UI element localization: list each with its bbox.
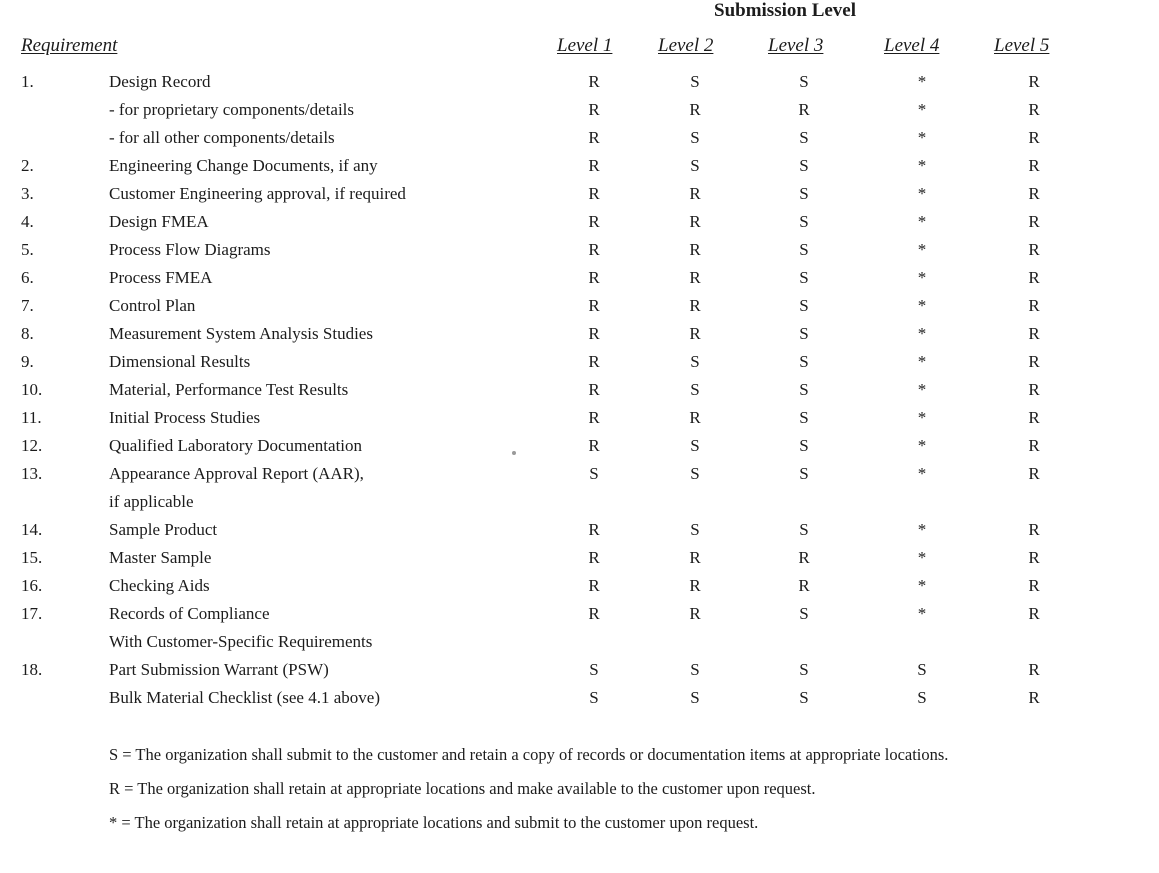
table-row	[0, 572, 1159, 600]
table-row	[0, 320, 1159, 348]
requirement-line: Part Submission Warrant (PSW)	[109, 660, 329, 679]
level-4-value: *	[917, 128, 927, 147]
row-number: 14.	[21, 520, 43, 539]
requirement-text	[109, 600, 529, 656]
level-3-value: S	[799, 688, 809, 707]
level-2-value: R	[689, 212, 701, 231]
level-4-value: *	[917, 520, 927, 539]
row-number: 15.	[21, 548, 43, 567]
level-2-value: R	[689, 408, 701, 427]
level-1-value: R	[588, 128, 600, 147]
requirement-line: Qualified Laboratory Documentation	[109, 436, 363, 455]
level-5-value: R	[1028, 464, 1040, 483]
level-1-value: R	[588, 436, 600, 455]
level-2-value: S	[690, 128, 700, 147]
table-row	[0, 656, 1159, 684]
level-3-value: S	[799, 72, 809, 91]
level-1-value: R	[588, 520, 600, 539]
level-3-value: S	[799, 520, 809, 539]
level-1-value: R	[588, 156, 600, 175]
level-1-value: R	[588, 604, 600, 623]
requirement-text	[109, 684, 529, 712]
level-1-value: S	[589, 660, 599, 679]
row-number: 13.	[21, 464, 43, 483]
table-row	[0, 544, 1159, 572]
level-5-value: R	[1028, 100, 1040, 119]
legend	[109, 744, 1154, 846]
level-5-value: R	[1028, 576, 1040, 595]
requirement-text	[109, 208, 529, 236]
level-5-value: R	[1028, 72, 1040, 91]
level-4-value: *	[917, 240, 927, 259]
requirement-text	[109, 152, 529, 180]
level-4-value: *	[917, 156, 927, 175]
requirement-line: - for all other components/details	[109, 128, 335, 147]
level-5-value: R	[1028, 128, 1040, 147]
row-number: 17.	[21, 604, 43, 623]
level-4-value: *	[917, 352, 927, 371]
requirement-text	[109, 68, 529, 96]
level-2-value: R	[689, 548, 701, 567]
level-4-value: *	[917, 548, 927, 567]
table-row	[0, 516, 1159, 544]
row-number: 7.	[21, 296, 34, 315]
legend-r: R = The organization shall retain at appropriate locations and make available to the customer upon request.	[109, 779, 816, 798]
row-number: 6.	[21, 268, 34, 287]
level-1-value: S	[589, 464, 599, 483]
requirement-line: Control Plan	[109, 296, 196, 315]
requirement-text	[109, 124, 529, 152]
level-2-value: R	[689, 240, 701, 259]
level-5-value: R	[1028, 352, 1040, 371]
level-1-value: R	[588, 240, 600, 259]
table-row	[0, 292, 1159, 320]
requirement-text	[109, 656, 529, 684]
table-row	[0, 600, 1159, 656]
level-3-value: S	[799, 436, 809, 455]
table-row	[0, 68, 1159, 96]
level-1-value: R	[588, 100, 600, 119]
requirement-text	[109, 460, 529, 516]
level-5-value: R	[1028, 660, 1040, 679]
level-3-value: S	[799, 604, 809, 623]
requirement-line: Master Sample	[109, 548, 212, 567]
level-2-value: S	[690, 520, 700, 539]
requirement-text	[109, 96, 529, 124]
level-5-value: R	[1028, 408, 1040, 427]
requirement-text	[109, 404, 529, 432]
level-4-value: *	[917, 212, 927, 231]
table-row	[0, 376, 1159, 404]
requirement-line: Material, Performance Test Results	[109, 380, 349, 399]
level-5-value: R	[1028, 520, 1040, 539]
requirement-line: Records of Compliance	[109, 604, 270, 623]
level-5-value: R	[1028, 268, 1040, 287]
level-3-value: S	[799, 380, 809, 399]
level-2-value: R	[689, 604, 701, 623]
level-1-value: R	[588, 212, 600, 231]
level-5-value: R	[1028, 688, 1040, 707]
level-5-value: R	[1028, 240, 1040, 259]
scan-speck	[512, 451, 516, 455]
level-3-value: S	[799, 128, 809, 147]
level-2-value: S	[690, 352, 700, 371]
requirement-line: Process FMEA	[109, 268, 213, 287]
level-1-value: S	[589, 688, 599, 707]
requirement-line: Engineering Change Documents, if any	[109, 156, 378, 175]
level-3-value: S	[799, 408, 809, 427]
requirement-line: Process Flow Diagrams	[109, 240, 271, 259]
row-number: 1.	[21, 72, 34, 91]
level-4-value: *	[917, 184, 927, 203]
level-1-value: R	[588, 352, 600, 371]
requirement-text	[109, 432, 529, 460]
level-2-value: S	[690, 380, 700, 399]
level-4-value: *	[917, 72, 927, 91]
table-row	[0, 124, 1159, 152]
requirement-line: Appearance Approval Report (AAR),	[109, 464, 364, 483]
requirement-text	[109, 264, 529, 292]
requirement-line: With Customer-Specific Requirements	[109, 632, 373, 651]
requirement-line: Measurement System Analysis Studies	[109, 324, 373, 343]
requirement-text	[109, 376, 529, 404]
level-5-value: R	[1028, 184, 1040, 203]
requirement-line: Checking Aids	[109, 576, 210, 595]
level-1-value: R	[588, 324, 600, 343]
requirement-text	[109, 516, 529, 544]
level-4-value: *	[917, 324, 927, 343]
level-5-header: Level 5	[994, 35, 1050, 56]
row-number: 16.	[21, 576, 43, 595]
level-5-value: R	[1028, 296, 1040, 315]
table-row	[0, 152, 1159, 180]
level-3-value: S	[799, 352, 809, 371]
level-2-value: S	[690, 688, 700, 707]
row-number: 3.	[21, 184, 34, 203]
requirement-line: Sample Product	[109, 520, 218, 539]
table-row	[0, 208, 1159, 236]
level-4-value: *	[917, 464, 927, 483]
level-4-value: *	[917, 576, 927, 595]
row-number: 9.	[21, 352, 34, 371]
table-row	[0, 404, 1159, 432]
level-1-value: R	[588, 576, 600, 595]
row-number: 5.	[21, 240, 34, 259]
requirement-text	[109, 292, 529, 320]
table-row	[0, 432, 1159, 460]
level-1-value: R	[588, 548, 600, 567]
requirements-table	[0, 68, 1159, 712]
level-5-value: R	[1028, 548, 1040, 567]
table-row	[0, 96, 1159, 124]
requirement-line: - for proprietary components/details	[109, 100, 355, 119]
level-1-value: R	[588, 268, 600, 287]
level-3-value: S	[799, 268, 809, 287]
level-5-value: R	[1028, 604, 1040, 623]
requirement-text	[109, 236, 529, 264]
requirement-line: Bulk Material Checklist (see 4.1 above)	[109, 688, 380, 707]
level-2-value: R	[689, 184, 701, 203]
level-1-header: Level 1	[557, 35, 613, 56]
table-row	[0, 460, 1159, 516]
requirement-line: Initial Process Studies	[109, 408, 261, 427]
level-1-value: R	[588, 72, 600, 91]
requirement-text	[109, 572, 529, 600]
requirement-text	[109, 348, 529, 376]
level-3-value: S	[799, 296, 809, 315]
level-5-value: R	[1028, 156, 1040, 175]
level-4-value: *	[917, 268, 927, 287]
requirement-text	[109, 180, 529, 208]
table-row	[0, 180, 1159, 208]
level-5-value: R	[1028, 324, 1040, 343]
level-2-value: S	[690, 660, 700, 679]
requirement-line: Customer Engineering approval, if required	[109, 184, 406, 203]
level-4-value: *	[917, 408, 927, 427]
requirement-line: Design Record	[109, 72, 211, 91]
level-5-value: R	[1028, 380, 1040, 399]
level-4-value: *	[917, 380, 927, 399]
level-1-value: R	[588, 408, 600, 427]
submission-level-title: Submission Level	[714, 0, 857, 21]
row-number: 18.	[21, 660, 43, 679]
level-3-value: S	[799, 324, 809, 343]
level-4-value: S	[917, 688, 927, 707]
table-row	[0, 348, 1159, 376]
level-3-header: Level 3	[768, 35, 824, 56]
legend-star: * = The organization shall retain at appropriate locations and submit to the customer upon request.	[109, 813, 759, 832]
level-2-value: S	[690, 72, 700, 91]
legend-s: S = The organization shall submit to the customer and retain a copy of records or documentation items at appropriate locations.	[109, 745, 949, 764]
requirement-header: Requirement	[21, 35, 118, 56]
level-3-value: S	[799, 212, 809, 231]
level-2-value: S	[690, 156, 700, 175]
level-4-value: *	[917, 436, 927, 455]
level-2-value: R	[689, 576, 701, 595]
level-4-value: *	[917, 100, 927, 119]
requirement-line: Design FMEA	[109, 212, 209, 231]
level-4-value: S	[917, 660, 927, 679]
level-2-value: R	[689, 100, 701, 119]
level-2-value: R	[689, 324, 701, 343]
requirement-line: Dimensional Results	[109, 352, 251, 371]
level-4-header: Level 4	[884, 35, 940, 56]
row-number: 10.	[21, 380, 43, 399]
row-number: 4.	[21, 212, 34, 231]
level-2-value: S	[690, 464, 700, 483]
level-1-value: R	[588, 184, 600, 203]
level-3-value: R	[798, 100, 810, 119]
level-3-value: S	[799, 156, 809, 175]
level-3-value: S	[799, 464, 809, 483]
level-3-value: S	[799, 660, 809, 679]
level-2-value: R	[689, 268, 701, 287]
requirement-text	[109, 544, 529, 572]
level-3-value: R	[798, 576, 810, 595]
table-row	[0, 684, 1159, 712]
level-3-value: S	[799, 184, 809, 203]
level-1-value: R	[588, 380, 600, 399]
level-5-value: R	[1028, 212, 1040, 231]
level-2-value: S	[690, 436, 700, 455]
table-row	[0, 264, 1159, 292]
requirement-line: if applicable	[109, 492, 194, 511]
row-number: 2.	[21, 156, 34, 175]
level-2-header: Level 2	[658, 35, 714, 56]
row-number: 8.	[21, 324, 34, 343]
table-row	[0, 236, 1159, 264]
level-1-value: R	[588, 296, 600, 315]
level-2-value: R	[689, 296, 701, 315]
level-3-value: R	[798, 548, 810, 567]
row-number: 12.	[21, 436, 43, 455]
level-4-value: *	[917, 296, 927, 315]
requirement-text	[109, 320, 529, 348]
row-number: 11.	[21, 408, 42, 427]
level-3-value: S	[799, 240, 809, 259]
level-4-value: *	[917, 604, 927, 623]
level-5-value: R	[1028, 436, 1040, 455]
